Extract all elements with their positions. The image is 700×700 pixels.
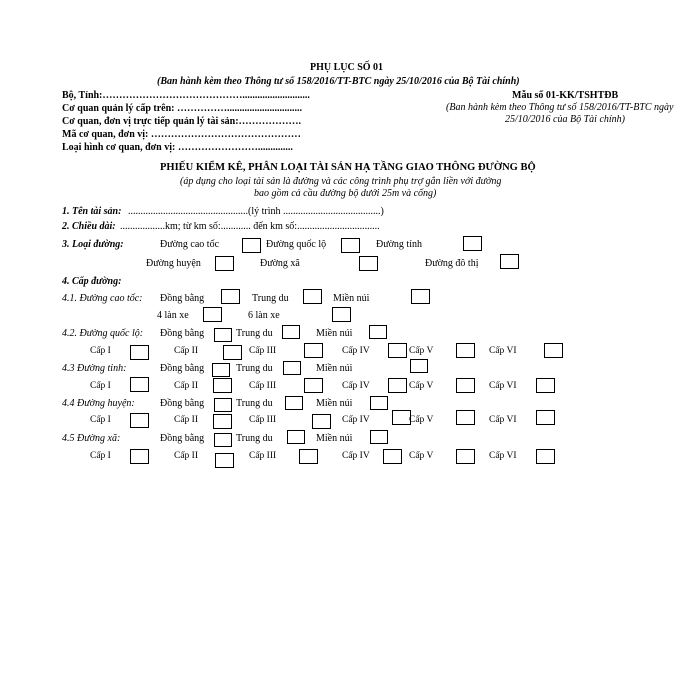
grade-label: 4. Cấp đường:	[62, 276, 122, 287]
grade-4-label: Cấp IV	[342, 346, 370, 356]
parent-agency-line: Cơ quan quản lý cấp trên: ……………..............................	[62, 103, 303, 114]
s45-midland-checkbox[interactable]	[287, 430, 305, 444]
terrain-mountain-label: Miền núi	[316, 328, 353, 339]
s43-midland-checkbox[interactable]	[283, 361, 301, 375]
s43-grade3-checkbox[interactable]	[304, 378, 323, 393]
s42-midland-checkbox[interactable]	[282, 325, 300, 339]
road-type-expressway-label: Đường cao tốc	[160, 239, 220, 250]
s43-grade2-checkbox[interactable]	[213, 378, 232, 393]
s43-mountain-checkbox[interactable]	[410, 359, 428, 373]
terrain-midland-label: Trung du	[236, 433, 273, 444]
s44-mountain-checkbox[interactable]	[370, 396, 388, 410]
s45-grade1-checkbox[interactable]	[130, 449, 149, 464]
grade-5-label: Cấp V	[409, 346, 434, 356]
length-label: 2. Chiều dài:	[62, 221, 116, 232]
s41-plain-checkbox[interactable]	[221, 289, 240, 304]
grade-5-label: Cấp V	[409, 451, 434, 461]
terrain-midland-label: Trung du	[236, 363, 273, 374]
length-field[interactable]: ..................km; từ km số:............ đến km số:.................................	[120, 221, 380, 232]
s44-grade6-checkbox[interactable]	[536, 410, 555, 425]
s43-grade6-checkbox[interactable]	[536, 378, 555, 393]
s42-grade4-checkbox[interactable]	[388, 343, 407, 358]
ministry-line: Bộ, Tỉnh:……………………………………...........................	[62, 90, 310, 101]
terrain-mountain-label: Miền núi	[316, 433, 353, 444]
s45-grade6-checkbox[interactable]	[536, 449, 555, 464]
s44-plain-checkbox[interactable]	[214, 398, 232, 412]
terrain-plain-label: Đồng bằng	[160, 293, 205, 304]
s45-plain-checkbox[interactable]	[214, 433, 232, 447]
grade-3-label: Cấp III	[249, 381, 277, 391]
grade-3-label: Cấp III	[249, 415, 277, 425]
road-type-urban-label: Đường đô thị	[425, 258, 479, 269]
grade-1-label: Cấp I	[90, 415, 111, 425]
s42-grade2-checkbox[interactable]	[223, 345, 242, 360]
s41-mountain-checkbox[interactable]	[411, 289, 430, 304]
grade-6-label: Cấp VI	[489, 346, 517, 356]
grade-5-label: Cấp V	[409, 415, 434, 425]
appendix-subtitle: (Ban hành kèm theo Thông tư số 158/2016/TT-BTC ngày 25/10/2016 của Bộ Tài chính)	[157, 76, 520, 87]
grade-1-label: Cấp I	[90, 451, 111, 461]
road-type-provincial-checkbox[interactable]	[463, 236, 482, 251]
s44-grade5-checkbox[interactable]	[456, 410, 475, 425]
road-type-national-label: Đường quốc lộ	[266, 239, 327, 250]
grade-4-label: Cấp IV	[342, 451, 370, 461]
s42-grade1-checkbox[interactable]	[130, 345, 149, 360]
asset-name-label: 1. Tên tài sản:	[62, 206, 122, 217]
lanes-6-label: 6 làn xe	[248, 310, 280, 321]
grade-1-label: Cấp I	[90, 346, 111, 356]
road-type-commune-checkbox[interactable]	[359, 256, 378, 271]
s42-mountain-checkbox[interactable]	[369, 325, 387, 339]
form-code-note-1: (Ban hành kèm theo Thông tư số 158/2016/TT-BTC ngày	[446, 102, 674, 113]
form-title: PHIẾU KIỂM KÊ, PHÂN LOẠI TÀI SẢN HẠ TẦNG GIAO THÔNG ĐƯỜNG BỘ	[160, 162, 536, 173]
s43-grade4-checkbox[interactable]	[388, 378, 407, 393]
terrain-midland-label: Trung du	[236, 398, 273, 409]
section-district-label: 4.4 Đường huyện:	[62, 398, 135, 409]
terrain-plain-label: Đồng bằng	[160, 328, 205, 339]
form-code: Mẫu số 01-KK/TSHTĐB	[512, 90, 619, 101]
terrain-plain-label: Đồng bằng	[160, 363, 205, 374]
s43-plain-checkbox[interactable]	[212, 363, 230, 377]
terrain-midland-label: Trung du	[252, 293, 289, 304]
s41-lanes6-checkbox[interactable]	[332, 307, 351, 322]
terrain-mountain-label: Miền núi	[333, 293, 370, 304]
grade-2-label: Cấp II	[174, 381, 199, 391]
s43-grade1-checkbox[interactable]	[130, 377, 149, 392]
s42-grade3-checkbox[interactable]	[304, 343, 323, 358]
grade-1-label: Cấp I	[90, 381, 111, 391]
grade-2-label: Cấp II	[174, 415, 199, 425]
s42-grade6-checkbox[interactable]	[544, 343, 563, 358]
section-commune-label: 4.5 Đường xã:	[62, 433, 121, 444]
terrain-plain-label: Đồng bằng	[160, 398, 205, 409]
road-type-district-checkbox[interactable]	[215, 256, 234, 271]
grade-6-label: Cấp VI	[489, 415, 517, 425]
s45-grade4-checkbox[interactable]	[383, 449, 402, 464]
section-provincial-label: 4.3 Đường tỉnh:	[62, 363, 127, 374]
s42-grade5-checkbox[interactable]	[456, 343, 475, 358]
s42-plain-checkbox[interactable]	[214, 328, 232, 342]
s44-midland-checkbox[interactable]	[285, 396, 303, 410]
grade-2-label: Cấp II	[174, 451, 199, 461]
grade-6-label: Cấp VI	[489, 381, 517, 391]
s44-grade2-checkbox[interactable]	[213, 414, 232, 429]
grade-4-label: Cấp IV	[342, 381, 370, 391]
grade-3-label: Cấp III	[249, 346, 277, 356]
grade-4-label: Cấp IV	[342, 415, 370, 425]
agency-type-line: Loại hình cơ quan, đơn vị: ……………………..............	[62, 142, 293, 153]
road-type-urban-checkbox[interactable]	[500, 254, 519, 269]
appendix-title: PHỤ LỤC SỐ 01	[310, 62, 384, 73]
form-code-note-2: 25/10/2016 của Bộ Tài chính)	[505, 114, 625, 125]
agency-code-line: Mã cơ quan, đơn vị: ………………………………………	[62, 129, 301, 140]
terrain-plain-label: Đồng bằng	[160, 433, 205, 444]
s41-midland-checkbox[interactable]	[303, 289, 322, 304]
s44-grade1-checkbox[interactable]	[130, 413, 149, 428]
s45-grade3-checkbox[interactable]	[299, 449, 318, 464]
asset-name-field[interactable]: ................................................(lý trình .......................................)	[128, 206, 384, 217]
road-type-provincial-label: Đường tỉnh	[376, 239, 422, 250]
road-type-commune-label: Đường xã	[260, 258, 300, 269]
road-type-district-label: Đường huyện	[146, 258, 201, 269]
s43-grade5-checkbox[interactable]	[456, 378, 475, 393]
lanes-4-label: 4 làn xe	[157, 310, 189, 321]
grade-3-label: Cấp III	[249, 451, 277, 461]
terrain-midland-label: Trung du	[236, 328, 273, 339]
terrain-mountain-label: Miền núi	[316, 363, 353, 374]
road-type-label: 3. Loại đường:	[62, 239, 124, 250]
s45-grade2-checkbox[interactable]	[215, 453, 234, 468]
grade-5-label: Cấp V	[409, 381, 434, 391]
form-subtitle-1: (áp dụng cho loại tài sản là đường và các công trình phụ trợ gắn liền với đường	[180, 176, 502, 187]
managing-agency-line: Cơ quan, đơn vị trực tiếp quản lý tài sản:……………….	[62, 116, 302, 127]
terrain-mountain-label: Miền núi	[316, 398, 353, 409]
s45-mountain-checkbox[interactable]	[370, 430, 388, 444]
s41-lanes4-checkbox[interactable]	[203, 307, 222, 322]
grade-6-label: Cấp VI	[489, 451, 517, 461]
s44-grade3-checkbox[interactable]	[312, 414, 331, 429]
section-national-label: 4.2. Đường quốc lộ:	[62, 328, 144, 339]
road-type-expressway-checkbox[interactable]	[242, 238, 261, 253]
grade-2-label: Cấp II	[174, 346, 199, 356]
section-expressway-label: 4.1. Đường cao tốc:	[62, 293, 143, 304]
road-type-national-checkbox[interactable]	[341, 238, 360, 253]
s45-grade5-checkbox[interactable]	[456, 449, 475, 464]
form-subtitle-2: bao gồm cả cầu đường bộ dưới 25m và cống)	[254, 188, 437, 199]
